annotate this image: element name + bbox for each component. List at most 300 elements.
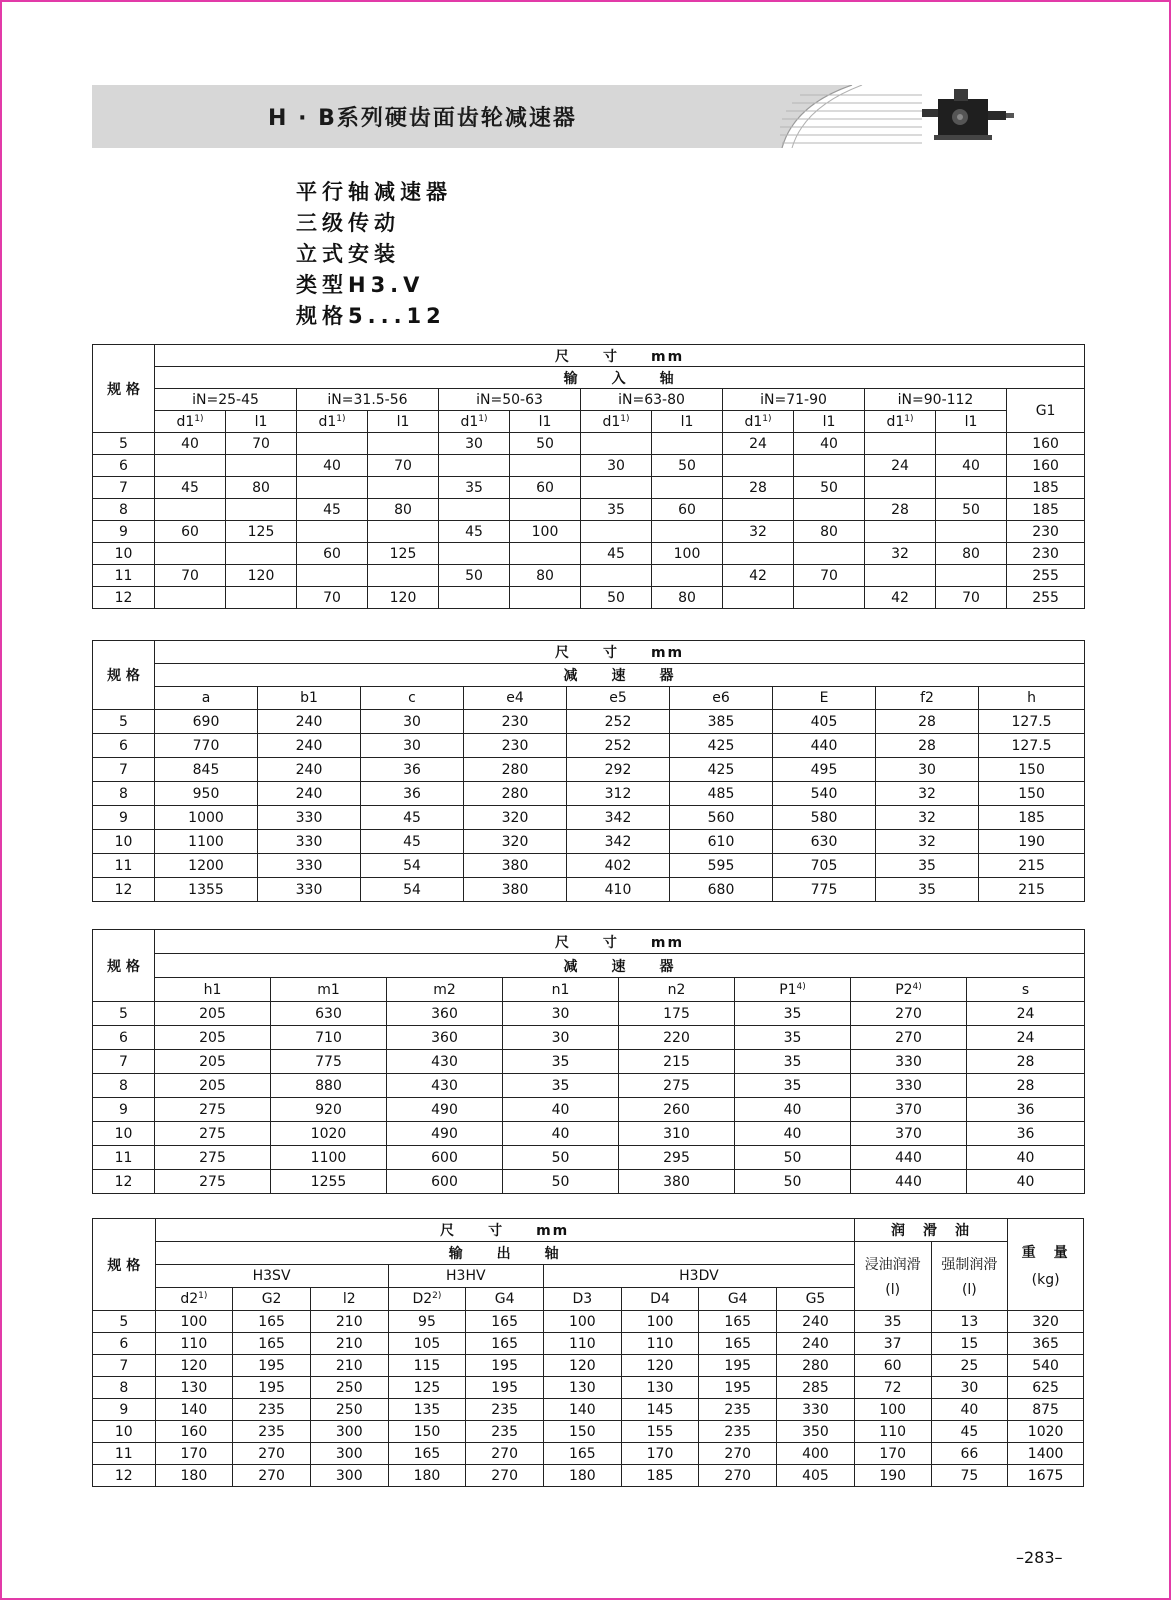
table-cell: 275 [155, 1098, 271, 1122]
table-row [93, 854, 1085, 878]
table-cell [368, 521, 439, 543]
table-cell: 190 [979, 830, 1085, 854]
row-size: 6 [93, 734, 155, 758]
table-cell: 845 [155, 758, 258, 782]
table-cell [297, 433, 368, 455]
table-cell: 28 [865, 499, 936, 521]
table-row [93, 1002, 1085, 1026]
table-cell: 127.5 [979, 734, 1085, 758]
table-cell: 540 [1008, 1355, 1084, 1377]
table-cell: 140 [543, 1399, 621, 1421]
table-cell: 110 [543, 1333, 621, 1355]
table-row [93, 830, 1085, 854]
table-cell: 320 [464, 830, 567, 854]
table-cell: 310 [619, 1122, 735, 1146]
reducer-dimensions-table-1 [92, 640, 1085, 902]
group-header-h3hv: H3HV [388, 1265, 543, 1288]
d1-header [155, 411, 226, 433]
l1-header-symbol: l1 [538, 413, 552, 430]
table-cell: 32 [723, 521, 794, 543]
table-cell: 80 [936, 543, 1007, 565]
column-header-label: P1 [779, 981, 797, 998]
table-cell [652, 433, 723, 455]
footnote-mark: 1) [904, 413, 914, 424]
table-row [93, 477, 1085, 499]
table-cell: 485 [670, 782, 773, 806]
table-cell: 600 [387, 1170, 503, 1194]
table-cell: 252 [567, 734, 670, 758]
table-cell: 430 [387, 1050, 503, 1074]
footnote-mark: 4) [796, 981, 806, 992]
table-cell: 950 [155, 782, 258, 806]
table-cell: 75 [931, 1465, 1008, 1487]
header-banner [92, 85, 1082, 148]
row-size: 10 [93, 543, 155, 565]
table-cell: 215 [619, 1050, 735, 1074]
table-cell: 400 [777, 1443, 855, 1465]
table-cell: 285 [777, 1377, 855, 1399]
table-row [93, 1465, 1084, 1487]
table-cell [226, 499, 297, 521]
table-cell: 385 [670, 710, 773, 734]
table-cell: 100 [854, 1399, 931, 1421]
column-header-label: D3 [572, 1291, 593, 1307]
table-cell [581, 433, 652, 455]
table-cell: 170 [854, 1443, 931, 1465]
table-cell: 60 [297, 543, 368, 565]
l1-header-symbol: l1 [680, 413, 694, 430]
table-cell: 410 [567, 878, 670, 902]
table-cell [581, 521, 652, 543]
table-cell: 365 [1008, 1333, 1084, 1355]
column-header-label: G2 [261, 1291, 282, 1307]
table-cell: 170 [621, 1443, 699, 1465]
table-cell: 165 [233, 1311, 311, 1333]
dimension-caption: 尺 寸 mm [155, 345, 1085, 367]
table-cell: 15 [931, 1333, 1008, 1355]
table-cell: 115 [388, 1355, 466, 1377]
table-cell: 205 [155, 1026, 271, 1050]
table-cell: 45 [439, 521, 510, 543]
column-header-label: m1 [317, 981, 340, 998]
table-cell: 240 [258, 758, 361, 782]
table-cell: 100 [510, 521, 581, 543]
table-cell: 875 [1008, 1399, 1084, 1421]
table-cell: 28 [967, 1074, 1085, 1098]
table-row [93, 1421, 1084, 1443]
table-cell: 130 [543, 1377, 621, 1399]
table-cell: 28 [876, 734, 979, 758]
table-cell: 275 [155, 1122, 271, 1146]
table-cell: 80 [226, 477, 297, 499]
column-header-label: s [1021, 981, 1030, 998]
table-row [93, 1026, 1085, 1050]
table-cell: 35 [876, 878, 979, 902]
table-cell: 205 [155, 1050, 271, 1074]
table-cell: 370 [851, 1122, 967, 1146]
table-cell: 1000 [155, 806, 258, 830]
table-cell [723, 499, 794, 521]
table-cell [226, 587, 297, 609]
table-cell: 50 [581, 587, 652, 609]
row-size: 8 [93, 1377, 156, 1399]
column-header [621, 1288, 699, 1311]
column-header: c [361, 687, 464, 710]
output-shaft-table [92, 1218, 1084, 1487]
column-header-label: d2 [180, 1291, 199, 1307]
table-cell: 270 [466, 1443, 544, 1465]
table-row [93, 1311, 1084, 1333]
table-cell: 100 [621, 1311, 699, 1333]
table-cell: 370 [851, 1098, 967, 1122]
ratio-range-header: iN=90-112 [865, 389, 1007, 411]
table-cell: 60 [155, 521, 226, 543]
table-cell [865, 521, 936, 543]
table-cell: 560 [670, 806, 773, 830]
column-header [503, 978, 619, 1002]
table-cell: 40 [936, 455, 1007, 477]
table-cell: 240 [258, 734, 361, 758]
table-cell: 25 [931, 1355, 1008, 1377]
table-cell: 350 [777, 1421, 855, 1443]
table-row [93, 587, 1085, 609]
table-row [93, 521, 1085, 543]
l1-header-symbol: l1 [254, 413, 268, 430]
table-cell: 30 [503, 1002, 619, 1026]
column-header [777, 1288, 855, 1311]
footnote-mark: 2) [432, 1291, 442, 1301]
l1-header-symbol: l1 [964, 413, 978, 430]
table-cell: 45 [931, 1421, 1008, 1443]
ratio-range-header: iN=31.5-56 [297, 389, 439, 411]
table-cell: 165 [699, 1333, 777, 1355]
table-cell: 270 [851, 1002, 967, 1026]
table-cell: 70 [368, 455, 439, 477]
table-cell: 300 [310, 1465, 388, 1487]
table-cell: 270 [699, 1443, 777, 1465]
table-cell: 35 [735, 1050, 851, 1074]
forced-lubrication-header [931, 1242, 1008, 1311]
column-header [155, 1288, 233, 1311]
table-cell: 28 [723, 477, 794, 499]
column-header [388, 1288, 466, 1311]
column-header: f2 [876, 687, 979, 710]
table-cell [368, 477, 439, 499]
spec-size-label: 规 格 [93, 1219, 156, 1311]
table-cell: 50 [735, 1170, 851, 1194]
table-cell: 255 [1007, 565, 1085, 587]
table-cell: 600 [387, 1146, 503, 1170]
table-cell: 402 [567, 854, 670, 878]
table-cell: 240 [258, 710, 361, 734]
footnote-mark: 4) [912, 981, 922, 992]
table-cell: 30 [876, 758, 979, 782]
row-size: 7 [93, 1050, 155, 1074]
row-size: 7 [93, 758, 155, 782]
table-cell: 270 [233, 1465, 311, 1487]
l1-header-symbol: l1 [822, 413, 836, 430]
table-cell: 610 [670, 830, 773, 854]
table-cell: 40 [503, 1122, 619, 1146]
table-cell: 95 [388, 1311, 466, 1333]
table-row [93, 734, 1085, 758]
table-cell: 270 [233, 1443, 311, 1465]
table-cell [155, 499, 226, 521]
table-cell: 280 [464, 782, 567, 806]
l1-header [794, 411, 865, 433]
lubrication-oil-header: 润 滑 油 [854, 1219, 1007, 1242]
table-cell: 185 [1007, 477, 1085, 499]
table-cell [155, 587, 226, 609]
footnote-mark: 1) [762, 413, 772, 424]
table-cell: 180 [388, 1465, 466, 1487]
table-cell [936, 477, 1007, 499]
table-cell [865, 477, 936, 499]
table-cell: 40 [794, 433, 865, 455]
table-cell [723, 587, 794, 609]
table-cell: 120 [621, 1355, 699, 1377]
table-cell: 250 [310, 1399, 388, 1421]
spec-size-label: 规 格 [93, 930, 155, 1002]
table-cell [936, 521, 1007, 543]
d1-header-symbol: d1 [176, 413, 195, 430]
intro-line: 三级传动 [296, 211, 400, 235]
table-cell: 165 [699, 1311, 777, 1333]
spec-size-label: 规 格 [93, 641, 155, 710]
table-cell: 775 [271, 1050, 387, 1074]
table-cell: 250 [310, 1377, 388, 1399]
table-cell: 165 [466, 1333, 544, 1355]
table-cell: 275 [155, 1146, 271, 1170]
column-header: e5 [567, 687, 670, 710]
table-cell [936, 433, 1007, 455]
table-cell: 1675 [1008, 1465, 1084, 1487]
table-cell: 1200 [155, 854, 258, 878]
table-cell: 630 [773, 830, 876, 854]
d1-header [439, 411, 510, 433]
table-cell: 30 [361, 734, 464, 758]
column-header [735, 978, 851, 1002]
table-cell: 54 [361, 878, 464, 902]
row-size: 6 [93, 1026, 155, 1050]
table-cell: 880 [271, 1074, 387, 1098]
column-header: E [773, 687, 876, 710]
d1-header [865, 411, 936, 433]
row-size: 12 [93, 1170, 155, 1194]
row-size: 10 [93, 1421, 156, 1443]
table-cell: 40 [967, 1170, 1085, 1194]
l1-header [226, 411, 297, 433]
table-cell: 160 [1007, 433, 1085, 455]
table-cell [439, 455, 510, 477]
table-cell: 440 [851, 1146, 967, 1170]
table-row [93, 878, 1085, 902]
table-cell: 280 [464, 758, 567, 782]
table-cell: 150 [979, 782, 1085, 806]
table-cell: 40 [297, 455, 368, 477]
table-cell: 710 [271, 1026, 387, 1050]
lubrication-type: 浸油润滑 [864, 1257, 921, 1273]
table-row [93, 1170, 1085, 1194]
table-row [93, 1377, 1084, 1399]
ratio-range-header: iN=50-63 [439, 389, 581, 411]
table-cell: 195 [699, 1377, 777, 1399]
table-cell: 185 [621, 1465, 699, 1487]
table-cell: 35 [876, 854, 979, 878]
table-cell: 230 [464, 710, 567, 734]
column-header [387, 978, 503, 1002]
table-cell: 190 [854, 1465, 931, 1487]
weight-unit: (kg) [1031, 1271, 1060, 1288]
table-row [93, 1050, 1085, 1074]
table-cell: 270 [851, 1026, 967, 1050]
column-header [233, 1288, 311, 1311]
table-row [93, 499, 1085, 521]
table-cell: 70 [297, 587, 368, 609]
table-cell: 275 [619, 1074, 735, 1098]
table-cell: 50 [503, 1146, 619, 1170]
row-size: 12 [93, 1465, 156, 1487]
table-cell: 300 [310, 1421, 388, 1443]
table-row [93, 710, 1085, 734]
dimension-caption: 尺 寸 mm [155, 641, 1085, 664]
table-cell [439, 587, 510, 609]
table-row [93, 1443, 1084, 1465]
table-cell: 24 [967, 1002, 1085, 1026]
table-cell: 440 [851, 1170, 967, 1194]
table-cell: 50 [735, 1146, 851, 1170]
table-cell: 13 [931, 1311, 1008, 1333]
column-header-label: D2 [412, 1291, 433, 1307]
table-cell: 45 [297, 499, 368, 521]
table-cell: 45 [155, 477, 226, 499]
table-cell: 37 [854, 1333, 931, 1355]
table-cell [794, 543, 865, 565]
column-header [543, 1288, 621, 1311]
table-cell: 30 [361, 710, 464, 734]
table-row [93, 1355, 1084, 1377]
column-header-label: h1 [203, 981, 222, 998]
column-header-label: l2 [342, 1291, 356, 1307]
table-cell [226, 455, 297, 477]
row-size: 11 [93, 1443, 156, 1465]
table-cell: 54 [361, 854, 464, 878]
column-header: b1 [258, 687, 361, 710]
table-cell: 100 [652, 543, 723, 565]
table-cell: 180 [155, 1465, 233, 1487]
table-cell: 210 [310, 1355, 388, 1377]
table-cell: 195 [699, 1355, 777, 1377]
intro-line: 立式安装 [296, 242, 400, 266]
table-cell: 205 [155, 1074, 271, 1098]
column-header [155, 978, 271, 1002]
column-header-label: G4 [727, 1291, 748, 1307]
table-cell: 35 [735, 1026, 851, 1050]
table-cell: 36 [967, 1122, 1085, 1146]
table-cell: 630 [271, 1002, 387, 1026]
table-cell [510, 499, 581, 521]
row-size: 11 [93, 1146, 155, 1170]
reducer-dimensions-table-2 [92, 929, 1085, 1194]
table-row [93, 433, 1085, 455]
table-cell [865, 433, 936, 455]
table-cell: 72 [854, 1377, 931, 1399]
table-cell: 330 [851, 1050, 967, 1074]
row-size: 11 [93, 854, 155, 878]
weight-header [1008, 1219, 1084, 1311]
table-cell: 165 [388, 1443, 466, 1465]
table-cell: 150 [543, 1421, 621, 1443]
intro-line: 类型H3.V [296, 273, 425, 297]
ratio-range-header: iN=25-45 [155, 389, 297, 411]
table-cell: 195 [233, 1355, 311, 1377]
row-size: 7 [93, 477, 155, 499]
l1-header [652, 411, 723, 433]
d1-header-symbol: d1 [460, 413, 479, 430]
table-cell: 260 [619, 1098, 735, 1122]
footnote-mark: 1) [194, 413, 204, 424]
table-cell: 405 [777, 1465, 855, 1487]
table-cell: 35 [581, 499, 652, 521]
row-size: 12 [93, 878, 155, 902]
table-cell: 210 [310, 1311, 388, 1333]
table-cell: 1100 [271, 1146, 387, 1170]
group-header-h3dv: H3DV [543, 1265, 854, 1288]
table-cell [794, 499, 865, 521]
table-cell: 312 [567, 782, 670, 806]
d1-header [581, 411, 652, 433]
table-cell: 40 [967, 1146, 1085, 1170]
row-size: 6 [93, 455, 155, 477]
table-cell: 165 [466, 1311, 544, 1333]
table-cell: 175 [619, 1002, 735, 1026]
table-cell: 240 [777, 1311, 855, 1333]
table-cell: 240 [258, 782, 361, 806]
row-size: 5 [93, 710, 155, 734]
table-cell: 220 [619, 1026, 735, 1050]
ratio-range-header: iN=71-90 [723, 389, 865, 411]
table-row [93, 1333, 1084, 1355]
table-cell: 70 [226, 433, 297, 455]
row-size: 9 [93, 806, 155, 830]
table-cell: 690 [155, 710, 258, 734]
table-cell [794, 587, 865, 609]
table-cell: 240 [777, 1333, 855, 1355]
table-cell: 60 [510, 477, 581, 499]
table-cell: 127.5 [979, 710, 1085, 734]
table-cell: 330 [258, 806, 361, 830]
column-header-label: P2 [895, 981, 913, 998]
d1-header [297, 411, 368, 433]
table-cell: 135 [388, 1399, 466, 1421]
row-size: 9 [93, 521, 155, 543]
table-cell: 120 [155, 1355, 233, 1377]
table-cell [226, 543, 297, 565]
row-size: 7 [93, 1355, 156, 1377]
table-cell [510, 455, 581, 477]
column-header-label: n2 [667, 981, 686, 998]
table-cell [439, 543, 510, 565]
table-cell [510, 587, 581, 609]
row-size: 12 [93, 587, 155, 609]
table-cell: 105 [388, 1333, 466, 1355]
table-cell: 24 [723, 433, 794, 455]
table-cell: 145 [621, 1399, 699, 1421]
table-cell: 1355 [155, 878, 258, 902]
table-cell: 230 [464, 734, 567, 758]
page-title: H · B系列硬齿面齿轮减速器 [268, 106, 577, 131]
table-cell: 235 [699, 1399, 777, 1421]
